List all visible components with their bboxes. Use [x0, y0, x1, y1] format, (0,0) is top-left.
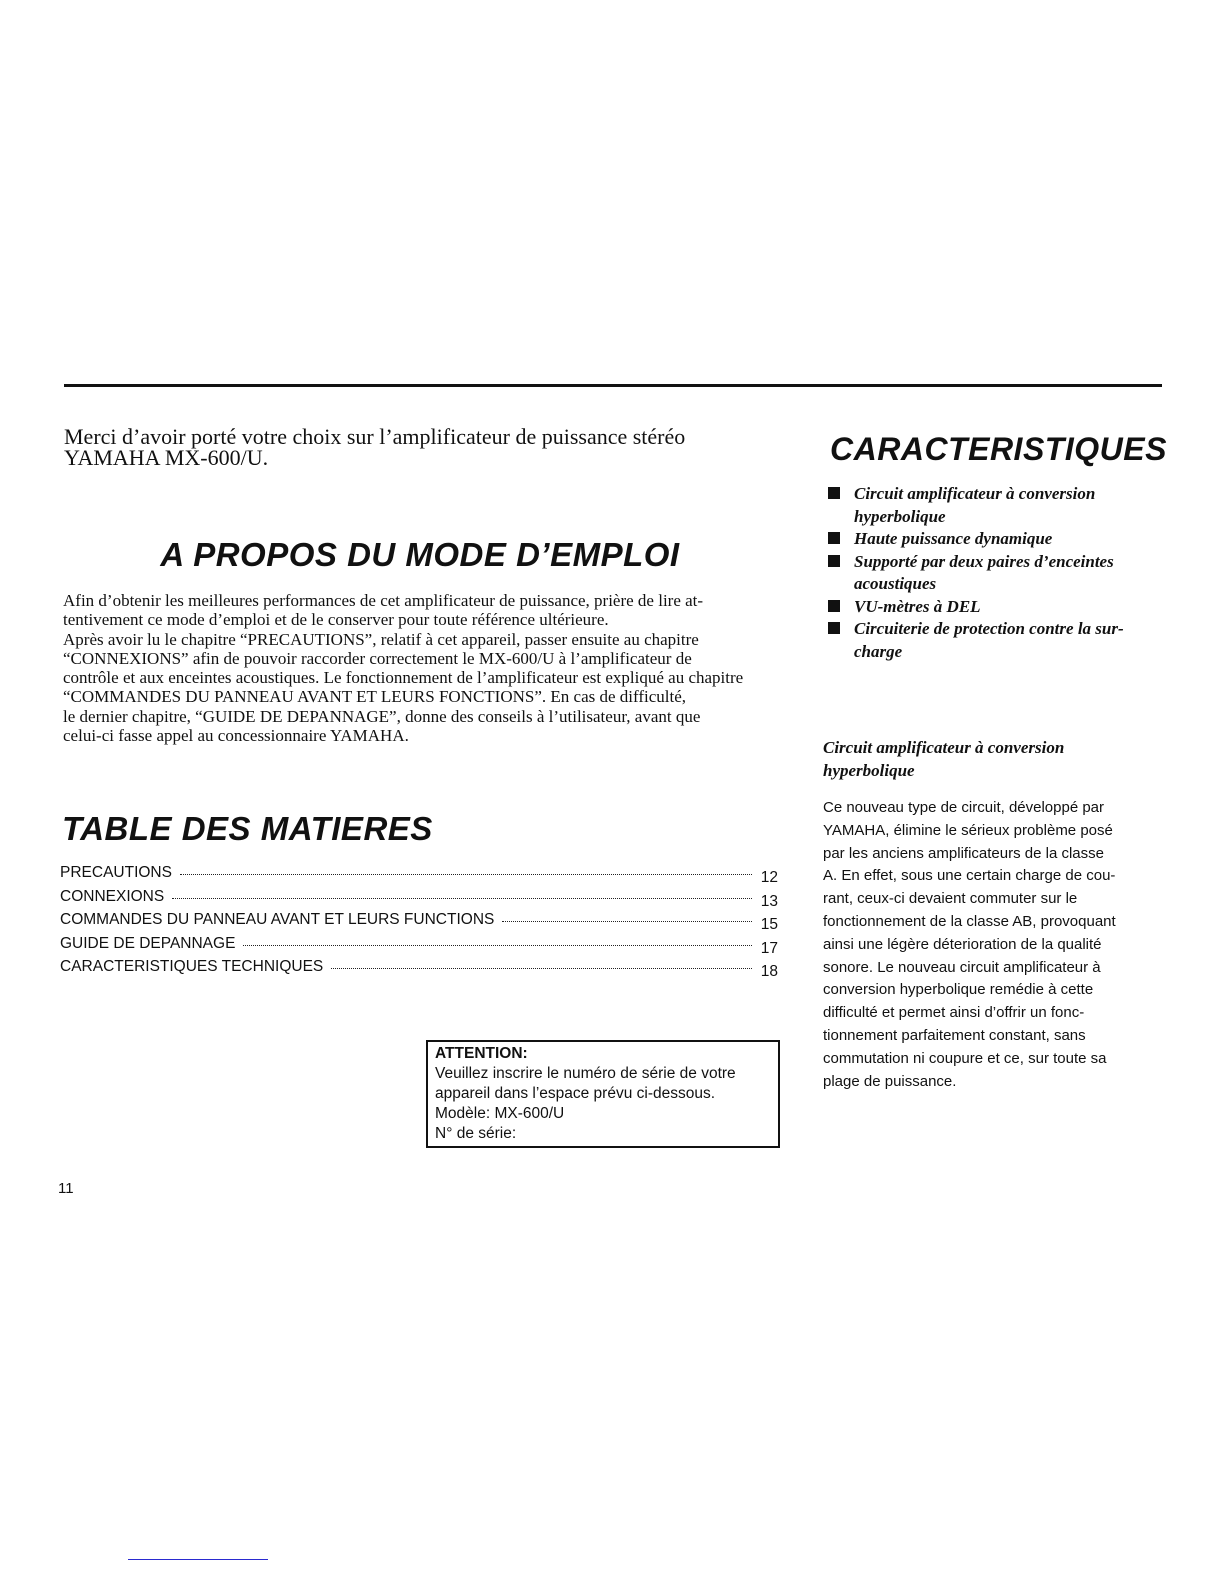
toc-entry-page: 12 — [760, 869, 778, 886]
apropos-line: Afin d’obtenir les meilleures performances de cet amplificateur de puissance, prière de lire at- — [63, 591, 704, 610]
table-of-contents — [60, 864, 778, 982]
feature-line: Haute puissance dynamique — [854, 529, 1053, 548]
feature-description — [823, 797, 1165, 1093]
feature-line: VU-mètres à DEL — [854, 596, 981, 616]
feature-line: Circuit amplificateur à conversion — [854, 484, 1096, 503]
feature-line: Circuiterie de protection contre la sur- — [854, 619, 1124, 638]
square-bullet-icon — [828, 532, 840, 544]
top-rule — [64, 384, 1162, 387]
description-line: plage de puissance. — [823, 1072, 957, 1090]
description-line: A. En effet, sous une certain charge de cou- — [823, 867, 1116, 885]
feature-item — [826, 618, 1156, 663]
description-line: par les anciens amplificateurs de la classe — [823, 844, 1104, 862]
subheading-line: hyperbolique — [823, 760, 915, 780]
description-line: conversion hyperbolique remédie à cette — [823, 981, 1094, 999]
page-number: 11 — [58, 1180, 74, 1197]
description-line: sonore. Le nouveau circuit amplificateur à — [823, 958, 1101, 976]
feature-item — [826, 551, 1156, 596]
caracteristiques-heading: CARACTERISTIQUES — [830, 431, 1167, 467]
description-line: Ce nouveau type de circuit, développé par — [823, 799, 1105, 816]
apropos-heading: A PROPOS DU MODE D’EMPLOI — [160, 536, 680, 573]
toc-entry[interactable] — [60, 911, 778, 935]
attention-serial: N° de série: — [435, 1125, 517, 1142]
toc-entry-label: CONNEXIONS — [60, 887, 165, 905]
intro-line: YAMAHA MX-600/U. — [64, 445, 269, 470]
toc-entry-page: 13 — [760, 892, 778, 910]
apropos-line: “CONNEXIONS” afin de pouvoir raccorder correctement le MX-600/U à l’amplificateur de — [63, 648, 692, 668]
toc-entry[interactable] — [60, 888, 778, 912]
toc-entry-page: 15 — [760, 916, 778, 933]
apropos-line: “COMMANDES DU PANNEAU AVANT ET LEURS FONCTIONS”. En cas de difficulté, — [63, 687, 687, 707]
toc-leader-dots — [331, 968, 752, 969]
attention-title: ATTENTION: — [435, 1045, 528, 1062]
bottom-rule — [128, 1559, 268, 1560]
square-bullet-icon — [828, 487, 840, 499]
toc-entry-label: GUIDE DE DEPANNAGE — [60, 934, 236, 952]
toc-heading: TABLE DES MATIERES — [62, 810, 433, 847]
features-list — [826, 483, 1156, 663]
toc-entry-label: COMMANDES DU PANNEAU AVANT ET LEURS FUNCTIONS — [60, 911, 495, 928]
description-line: difficulté et permet ainsi d’offrir un fonc- — [823, 1004, 1085, 1022]
apropos-line: le dernier chapitre, “GUIDE DE DEPANNAGE”, donne des conseils à l’utilisateur, avant que — [63, 706, 701, 726]
attention-model: Modèle: MX-600/U — [435, 1105, 565, 1122]
toc-entry-page: 18 — [760, 963, 778, 980]
description-line: commutation ni coupure et ce, sur toute sa — [823, 1049, 1107, 1067]
toc-leader-dots — [180, 874, 752, 875]
toc-leader-dots — [243, 945, 752, 946]
attention-line: Veuillez inscrire le numéro de série de votre — [435, 1065, 736, 1082]
square-bullet-icon — [828, 555, 840, 567]
toc-entry-page: 17 — [760, 939, 778, 957]
toc-entry[interactable] — [60, 958, 778, 982]
apropos-line: Après avoir lu le chapitre “PRECAUTIONS”, relatif à cet appareil, passer ensuite au chapitre — [63, 629, 699, 649]
feature-line: acoustiques — [854, 574, 937, 593]
attention-line: appareil dans l’espace prévu ci-dessous. — [435, 1085, 716, 1102]
square-bullet-icon — [828, 622, 840, 634]
description-line: ainsi une légère déterioration de la qualité — [823, 935, 1102, 953]
apropos-body — [63, 591, 779, 745]
square-bullet-icon — [828, 600, 840, 612]
feature-item — [826, 596, 1156, 619]
intro-text — [64, 426, 764, 468]
toc-entry-label: PRECAUTIONS — [60, 864, 172, 881]
feature-subheading — [823, 737, 1153, 782]
subheading-line: Circuit amplificateur à conversion — [823, 738, 1065, 757]
toc-entry[interactable] — [60, 935, 778, 959]
toc-entry[interactable] — [60, 864, 778, 888]
description-line: fonctionnement de la classe AB, provoquant — [823, 912, 1116, 930]
attention-box — [426, 1040, 780, 1148]
apropos-line: tentivement ce mode d’emploi et de le conserver pour toute référence ultérieure. — [63, 610, 609, 630]
toc-entry-label: CARACTERISTIQUES TECHNIQUES — [60, 958, 324, 975]
feature-item — [826, 528, 1156, 551]
description-line: rant, ceux-ci devaient commuter sur le — [823, 890, 1078, 908]
description-line: tionnement parfaitement constant, sans — [823, 1026, 1086, 1044]
intro-line: Merci d’avoir porté votre choix sur l’amplificateur de puissance stéréo — [64, 424, 686, 449]
feature-line: hyperbolique — [854, 506, 946, 526]
toc-leader-dots — [172, 898, 752, 899]
feature-line: Supporté par deux paires d’enceintes — [854, 551, 1114, 571]
feature-item — [826, 483, 1156, 528]
feature-line: charge — [854, 641, 903, 661]
apropos-line: celui-ci fasse appel au concessionnaire YAMAHA. — [63, 726, 409, 746]
apropos-line: contrôle et aux enceintes acoustiques. Le fonctionnement de l’amplificateur est expliqué au chapitre — [63, 668, 744, 688]
toc-leader-dots — [502, 921, 752, 922]
description-line: YAMAHA, élimine le sérieux problème posé — [823, 821, 1113, 839]
